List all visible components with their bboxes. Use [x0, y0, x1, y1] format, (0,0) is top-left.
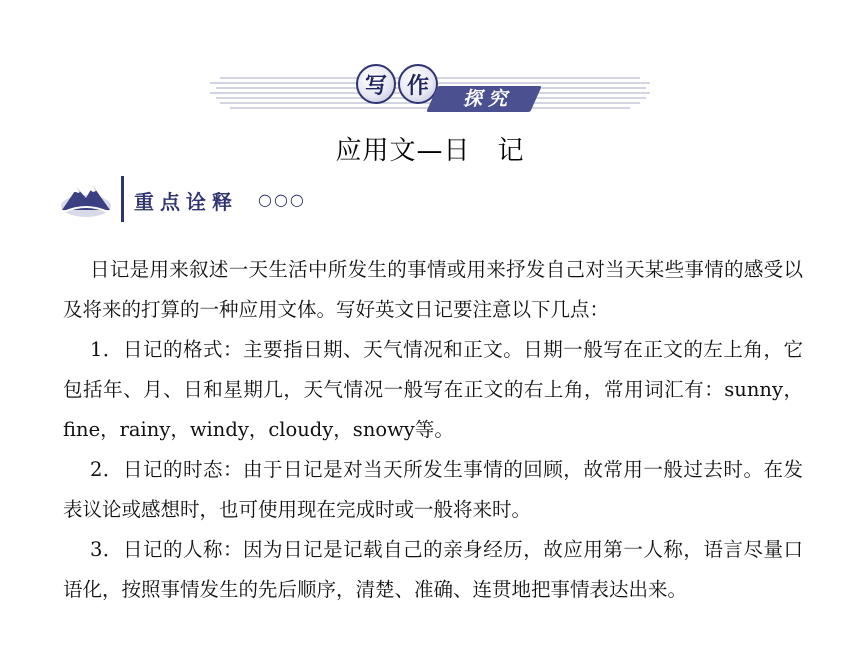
header-banner [210, 62, 650, 118]
section-dots: ○○○ [258, 190, 306, 209]
paragraph-intro: 日记是用来叙述一天生活中所发生的事情或用来抒发自己对当天某些事情的感受以及将来的打算的一种应用文体。写好英文日记要注意以下几点： [63, 258, 803, 321]
paragraph-format: 1．日记的格式：主要指日期、天气情况和正文。日期一般写在正文的左上角，它包括年、月、日和星期几，天气情况一般写在正文的右上角，常用词汇有：sunny，fine，rainy，windy，cloudy，snowy等。 [63, 338, 803, 441]
page-title: 应用文—日 记 [335, 136, 525, 166]
banner-tag-label: 探究 [462, 88, 513, 110]
body-text [63, 250, 803, 610]
banner-char-2: 作 [398, 64, 438, 104]
banner-char-1: 写 [356, 64, 396, 104]
mountain-logo-icon [60, 176, 112, 218]
paragraph-person: 3．日记的人称：因为日记是记载自己的亲身经历，故应用第一人称，语言尽量口语化，按照事情发生的先后顺序，清楚、准确、连贯地把事情表达出来。 [63, 538, 803, 601]
section-heading: 重点诠释 [134, 190, 238, 214]
section-divider [121, 176, 124, 222]
paragraph-tense: 2．日记的时态：由于日记是对当天所发生事情的回顾，故常用一般过去时。在发表议论或感想时，也可使用现在完成时或一般将来时。 [63, 458, 803, 521]
